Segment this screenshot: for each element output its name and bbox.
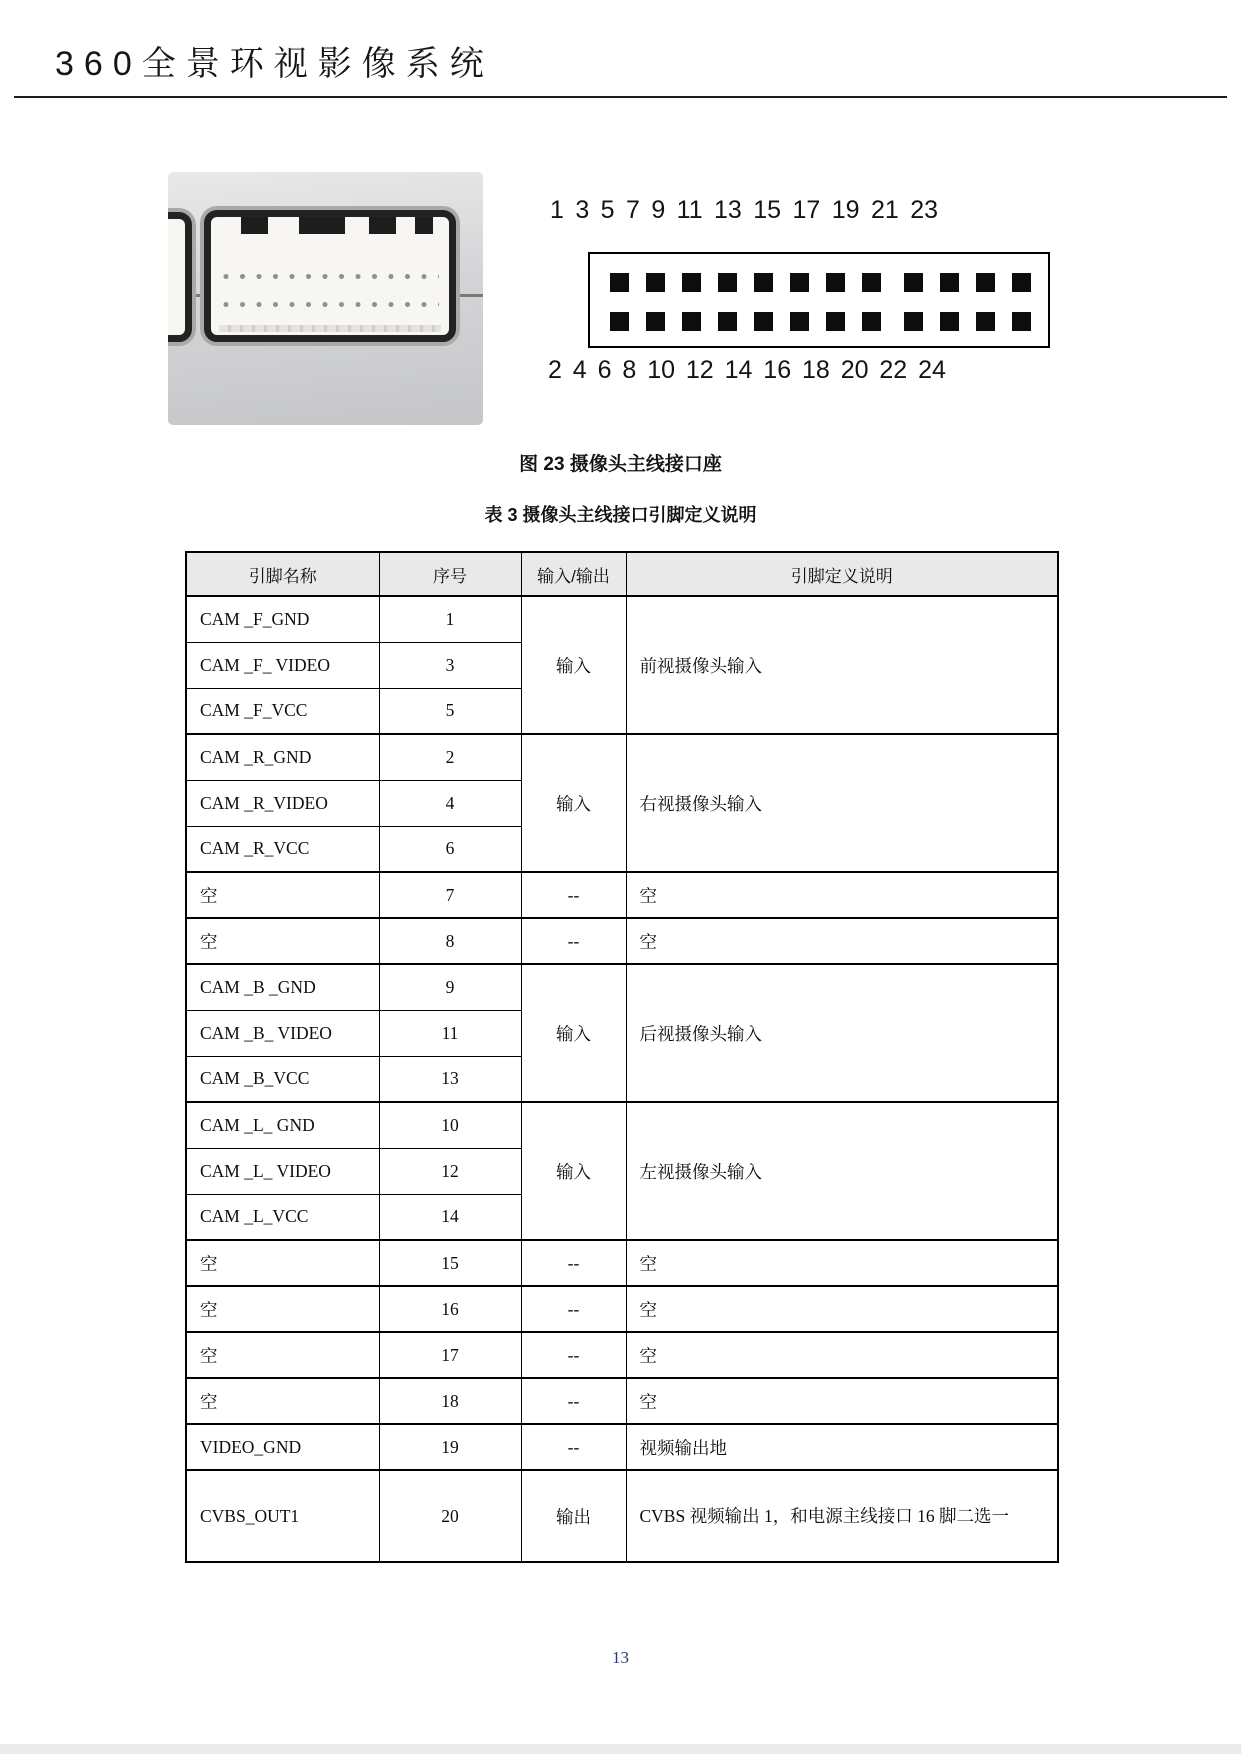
pin-desc-cell: 前视摄像头输入 [626,596,1058,734]
connector-slot-partial [168,212,192,342]
io-cell: -- [521,1424,626,1470]
table-title: 表 3 摄像头主线接口引脚定义说明 [484,505,757,525]
table-row [186,1102,1058,1148]
pin-square [1012,312,1031,331]
io-cell: -- [521,1240,626,1286]
pin-desc-cell: 空 [626,1378,1058,1424]
pin-name-cell: CVBS_OUT1 [186,1470,379,1562]
header-pin-number: 序号 [379,552,521,596]
io-cell: -- [521,1332,626,1378]
pin-number-cell: 9 [379,964,521,1010]
pin-square [790,312,809,331]
pin-square [976,273,995,292]
connector-pin-dots-row1 [223,273,439,280]
connector-notch [415,217,433,234]
pin-number-cell: 5 [379,688,521,734]
pin-square [826,273,845,292]
page-title: 360全景环视影像系统 [55,45,494,83]
pin-number-cell: 15 [379,1240,521,1286]
pin-number-label: 16 [763,356,792,384]
pin-square [754,273,773,292]
pin-name-cell: CAM _B_ VIDEO [186,1010,379,1056]
pin-number-cell: 1 [379,596,521,642]
io-cell: 输入 [521,596,626,734]
pin-name-cell: 空 [186,1378,379,1424]
pin-number-label: 21 [870,196,899,224]
pin-square [682,312,701,331]
pin-square [682,273,701,292]
connector-notch [369,217,396,234]
pin-square [826,312,845,331]
pin-number-label: 3 [575,196,590,224]
pin-name-cell: 空 [186,918,379,964]
io-cell: -- [521,872,626,918]
pin-number-cell: 11 [379,1010,521,1056]
pin-number-cell: 19 [379,1424,521,1470]
table-row [186,872,1058,918]
pin-number-label: 7 [625,196,640,224]
pin-number-label: 14 [724,356,753,384]
table-row [186,1378,1058,1424]
pin-row-bottom [610,312,1031,331]
pin-name-cell: CAM _R_VCC [186,826,379,872]
table-header-row [186,552,1058,596]
pin-name-cell: 空 [186,1240,379,1286]
pin-name-cell: CAM _R_GND [186,734,379,780]
pin-number-cell: 10 [379,1102,521,1148]
pin-name-cell: 空 [186,1286,379,1332]
pin-numbers-bottom [548,356,946,385]
pin-number-label: 8 [622,356,637,384]
io-cell: 输入 [521,734,626,872]
pin-name-cell: 空 [186,872,379,918]
pin-number-label: 4 [572,356,587,384]
pin-number-label: 6 [597,356,612,384]
pin-name-cell: CAM _F_VCC [186,688,379,734]
pin-number-cell: 14 [379,1194,521,1240]
table-row [186,1470,1058,1562]
pin-name-cell: CAM _B _GND [186,964,379,1010]
pin-name-cell: CAM _L_ GND [186,1102,379,1148]
pin-square [976,312,995,331]
header-pin-desc: 引脚定义说明 [626,552,1058,596]
pin-number-cell: 8 [379,918,521,964]
pin-square [646,312,665,331]
pin-name-cell: CAM _F_ VIDEO [186,642,379,688]
pin-desc-cell: 空 [626,872,1058,918]
table-row [186,1424,1058,1470]
pin-diagram [540,196,1070,392]
pin-diagram-box [588,252,1050,348]
connector-notch [241,217,268,234]
pin-square [718,273,737,292]
pin-number-label: 15 [753,196,782,224]
pin-desc-cell: 空 [626,1240,1058,1286]
pin-number-label: 11 [676,196,703,224]
pin-number-cell: 2 [379,734,521,780]
pin-square [790,273,809,292]
pin-name-cell: VIDEO_GND [186,1424,379,1470]
pin-number-label: 23 [910,196,938,224]
pin-number-label: 1 [550,196,564,224]
connector-notch [299,217,345,234]
pin-number-cell: 3 [379,642,521,688]
io-cell: -- [521,1378,626,1424]
connector-slot [204,210,456,342]
io-cell: 输入 [521,964,626,1102]
pin-number-label: 5 [600,196,615,224]
pin-number-label: 24 [918,356,946,384]
pin-number-label: 2 [548,356,562,384]
pin-square [904,273,923,292]
pin-number-cell: 13 [379,1056,521,1102]
table-row [186,1286,1058,1332]
io-cell: -- [521,1286,626,1332]
pin-desc-cell: 后视摄像头输入 [626,964,1058,1102]
pin-number-label: 9 [651,196,666,224]
pin-number-label: 18 [802,356,830,384]
header-pin-name: 引脚名称 [186,552,379,596]
pin-number-cell: 18 [379,1378,521,1424]
pin-number-cell: 4 [379,780,521,826]
figure-caption: 图 23 摄像头主线接口座 [519,454,722,475]
connector-photo [168,172,483,425]
table-row [186,1240,1058,1286]
table-row [186,918,1058,964]
io-cell: 输入 [521,1102,626,1240]
pin-desc-cell: 空 [626,1332,1058,1378]
table-row [186,596,1058,642]
pin-desc-cell: 视频输出地 [626,1424,1058,1470]
pin-square [754,312,773,331]
pin-number-label: 22 [879,356,908,384]
pin-name-cell: CAM _R_VIDEO [186,780,379,826]
pin-square [940,312,959,331]
pin-number-cell: 16 [379,1286,521,1332]
pin-number-cell: 6 [379,826,521,872]
page-bottom-edge [0,1744,1241,1754]
pin-name-cell: CAM _B_VCC [186,1056,379,1102]
pin-name-cell: CAM _L_VCC [186,1194,379,1240]
pin-square [940,273,959,292]
pin-number-label: 19 [831,196,860,224]
io-cell: 输出 [521,1470,626,1562]
pin-square [904,312,923,331]
pin-desc-cell: 左视摄像头输入 [626,1102,1058,1240]
pin-desc-cell: CVBS 视频输出 1，和电源主线接口 16 脚二选一 [626,1470,1058,1562]
pin-name-cell: CAM _F_GND [186,596,379,642]
pin-square [646,273,665,292]
pin-name-cell: 空 [186,1332,379,1378]
header-rule [14,96,1227,98]
pin-square [610,312,629,331]
pin-row-top [610,273,1031,292]
pin-definition-table [185,551,1059,1563]
pin-number-cell: 7 [379,872,521,918]
pin-square [862,273,881,292]
pin-number-label: 20 [840,356,869,384]
pin-square [610,273,629,292]
header-io: 输入/输出 [521,552,626,596]
pin-number-label: 12 [685,356,714,384]
pin-name-cell: CAM _L_ VIDEO [186,1148,379,1194]
pin-desc-cell: 右视摄像头输入 [626,734,1058,872]
connector-pin-dots-row2 [223,301,439,308]
pin-number-label: 13 [714,196,742,224]
pin-square [1012,273,1031,292]
page-number: 13 [612,1648,629,1667]
pin-desc-cell: 空 [626,1286,1058,1332]
pin-number-label: 10 [647,356,675,384]
table-row [186,1332,1058,1378]
pin-desc-cell: 空 [626,918,1058,964]
table-row [186,964,1058,1010]
pin-number-label: 17 [792,196,821,224]
io-cell: -- [521,918,626,964]
pin-number-cell: 17 [379,1332,521,1378]
pin-square [862,312,881,331]
table-row [186,734,1058,780]
pin-numbers-top [550,196,938,225]
pin-number-cell: 20 [379,1470,521,1562]
pin-square [718,312,737,331]
table-body [186,596,1058,1562]
connector-ridge [219,325,441,332]
pin-number-cell: 12 [379,1148,521,1194]
